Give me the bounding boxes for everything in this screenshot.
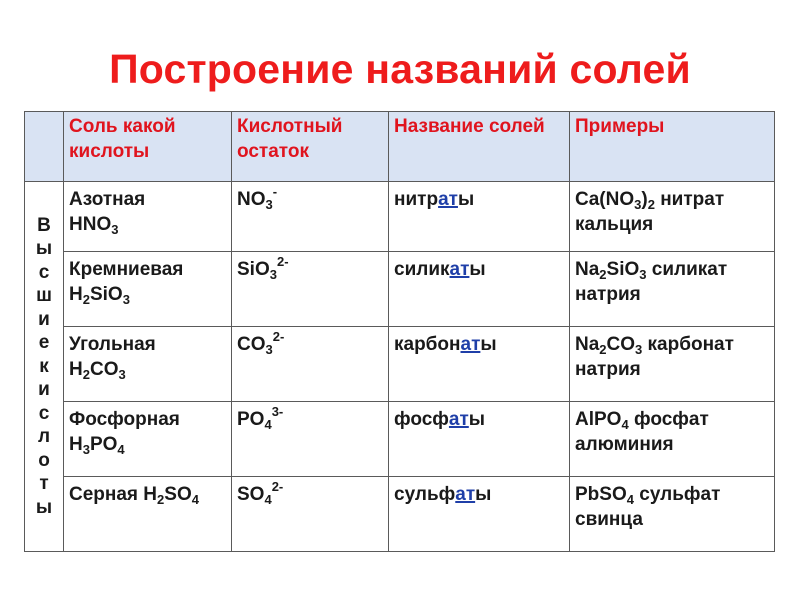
residue-cell: $CO_3^{2-}$ xyxy=(232,327,389,402)
example-cell: $Na_2CO_3$ карбонат натрия xyxy=(570,327,775,402)
example-cell: AlPO$_4$ фосфат алюминия xyxy=(570,402,775,477)
residue-cell: $SO_4^{2-}$ xyxy=(232,477,389,552)
example-cell: PbSO$_4$ сульфат свинца xyxy=(570,477,775,552)
acid-cell: Фосфорная $H_3PO_4$ xyxy=(64,402,232,477)
salts-table xyxy=(24,111,775,552)
salt-name-cell: сульфаты xyxy=(389,477,570,552)
example-cell: $Na_2SiO_3$ силикат натрия xyxy=(570,252,775,327)
acid-cell: Азотная $HNO_3$ xyxy=(64,182,232,252)
salt-name-cell: силикаты xyxy=(389,252,570,327)
acid-cell: Угольная $H_2CO_3$ xyxy=(64,327,232,402)
header-acid: Соль какой кислоты xyxy=(64,112,232,182)
acid-cell: Серная $H_2SO_4$ xyxy=(64,477,232,552)
page-title: Построение названий солей xyxy=(109,46,691,92)
residue-cell: $NO_3^-$ xyxy=(232,182,389,252)
table-header-row xyxy=(25,112,775,182)
residue-cell: $PO_4^{3-}$ xyxy=(232,402,389,477)
table-row xyxy=(25,477,775,552)
header-corner-cell xyxy=(25,112,64,182)
salt-name-cell: карбонаты xyxy=(389,327,570,402)
residue-cell: SiO$_3^{2-}$ xyxy=(232,252,389,327)
example-cell: $Ca(NO_3)_2$ нитрат кальция xyxy=(570,182,775,252)
side-label-higher-acids: В ы с ш и е к и с л о т ы xyxy=(25,182,64,552)
header-examples: Примеры xyxy=(570,112,775,182)
salt-name-cell: нитраты xyxy=(389,182,570,252)
table-row xyxy=(25,327,775,402)
header-salt-name: Название солей xyxy=(389,112,570,182)
table-row xyxy=(25,182,775,252)
table-row xyxy=(25,252,775,327)
acid-cell: Кремниевая $H_2SiO_3$ xyxy=(64,252,232,327)
table-row xyxy=(25,402,775,477)
header-residue: Кислотный остаток xyxy=(232,112,389,182)
salt-name-cell: фосфаты xyxy=(389,402,570,477)
